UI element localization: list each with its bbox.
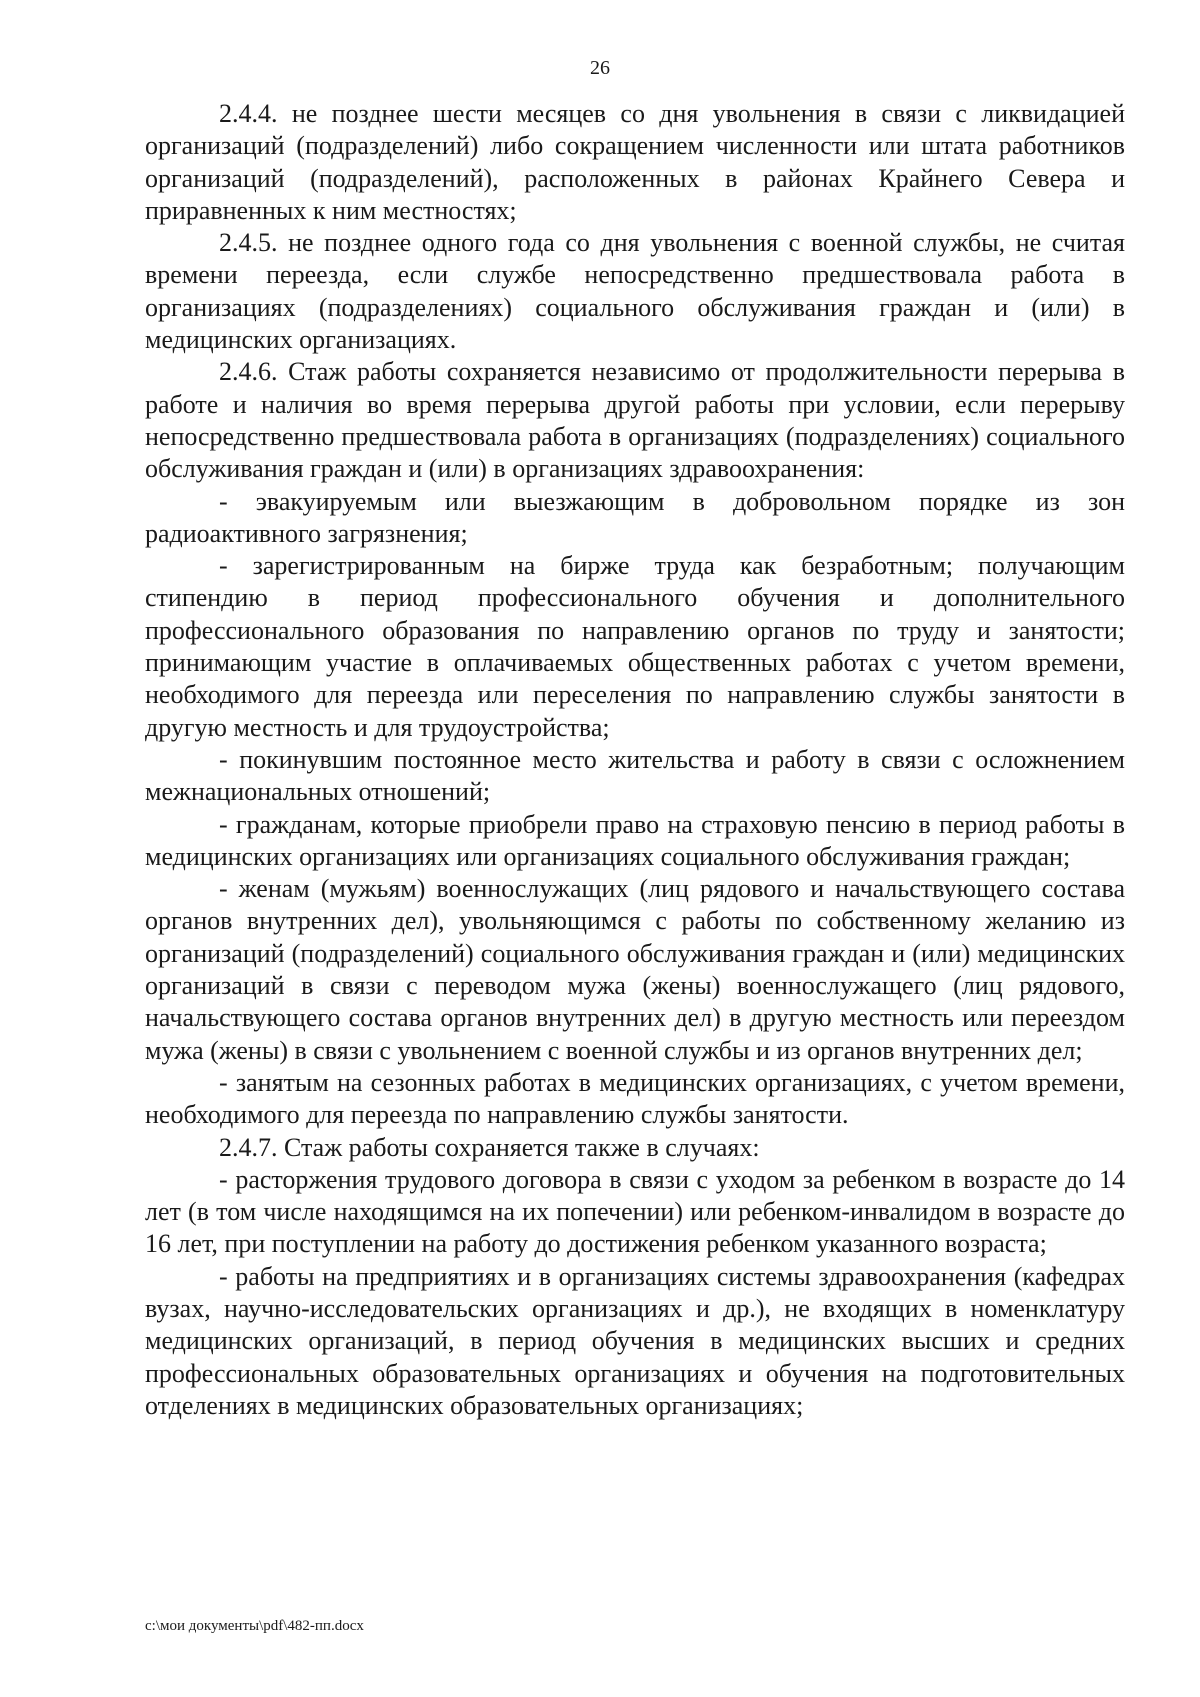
paragraph-2-4-5: 2.4.5. не позднее одного года со дня увольнения с военной службы, не считая времени переезда, если службе непосредственно предшествовала работа в организациях (подразделениях) социального обслуживания граждан и (или) в медицинских организациях. bbox=[145, 228, 1125, 355]
list-item-childcare: - расторжения трудового договора в связи с уходом за ребенком в возрасте до 14 лет (в том числе находящимся на их попечении) или ребенком-инвалидом в возрасте до 16 лет, при поступлении на работу до достижения ребенком указанного возраста; bbox=[145, 1164, 1125, 1259]
list-item-evacuated: - эвакуируемым или выезжающим в добровольном порядке из зон радиоактивного загрязнения; bbox=[145, 486, 1125, 548]
footer-file-path: c:\мои документы\pdf\482-пп.docx bbox=[145, 1618, 364, 1634]
list-item-study-work: - работы на предприятиях и в организациях системы здравоохранения (кафедрах вузах, научно-исследовательских организациях и др.), не входящих в номенклатуру медицинских организаций, в период обучения в медицинских высших и средних профессиональных образовательных организациях и обучения на подготовительных отделениях в медицинских образовательных организациях; bbox=[145, 1261, 1125, 1420]
page-number: 26 bbox=[590, 57, 610, 79]
list-item-pensioners: - гражданам, которые приобрели право на страховую пенсию в период работы в медицинских организациях или организациях социального обслуживания граждан; bbox=[145, 809, 1125, 871]
document-body bbox=[145, 98, 1125, 1422]
paragraph-2-4-4: 2.4.4. не позднее шести месяцев со дня увольнения в связи с ликвидацией организаций (подразделений) либо сокращением численности или штата работников организаций (подразделений), расположенных в районах Крайнего Севера и приравненных к ним местностях; bbox=[145, 99, 1125, 225]
paragraph-2-4-7: 2.4.7. Стаж работы сохраняется также в случаях: bbox=[219, 1132, 760, 1162]
list-item-unemployed: - зарегистрированным на бирже труда как безработным; получающим стипендию в период профессионального обучения и дополнительного профессионального образования по направлению органов по труду и занятости; принимающим участие в оплачиваемых общественных работах с учетом времени, необходимого для переезда или переселения по направлению службы занятости в другую местность и для трудоустройства; bbox=[145, 551, 1125, 742]
list-item-military-spouses: - женам (мужьям) военнослужащих (лиц рядового и начальствующего состава органов внутренних дел), увольняющимся с работы по собственному желанию из организаций (подразделений) социального обслуживания граждан и (или) медицинских организаций в связи с переводом мужа (жены) военнослужащего (лиц рядового, начальствующего состава органов внутренних дел) в другую местность или переездом мужа (жены) в связи с увольнением с военной службы и из органов внутренних дел; bbox=[145, 874, 1125, 1065]
list-item-seasonal: - занятым на сезонных работах в медицинских организациях, с учетом времени, необходимого для переезда по направлению службы занятости. bbox=[145, 1067, 1125, 1130]
paragraph-2-4-6: 2.4.6. Стаж работы сохраняется независимо от продолжительности перерыва в работе и наличия во время перерыва другой работы при условии, если перерыву непосредственно предшествовала работа в организациях (подразделениях) социального обслуживания граждан и (или) в организациях здравоохранения: bbox=[145, 357, 1125, 484]
list-item-relocated: - покинувшим постоянное место жительства и работу в связи с осложнением межнациональных отношений; bbox=[145, 744, 1125, 807]
